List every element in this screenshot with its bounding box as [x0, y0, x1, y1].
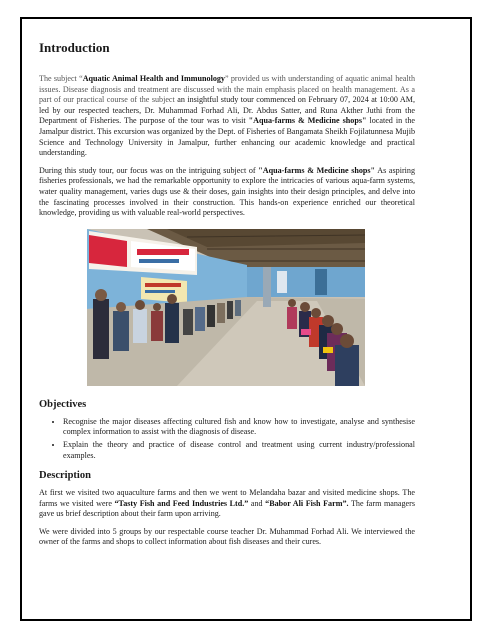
objective-item: • Recognise the major diseases affecting cultured fish and know how to investigate, analyse and synthesise complex information to assist with the diagnosis of disease.: [63, 417, 415, 438]
objective-item: • Explain the theory and practice of disease control and treatment using current industry/professional examples.: [63, 440, 415, 461]
focus-topic: "Aqua-farms & Medicine shops": [258, 165, 376, 175]
subject-name: Aquatic Animal Health and Immunology: [82, 74, 225, 83]
page-content: [39, 40, 415, 555]
introduction-paragraph-1: The subject “Aquatic Animal Health and Immunology” provided us with understanding of aquatic animal health issues. Disease diagnosis and treatment are discussed with the main emphasis placed on health management. As a part of our practical course of the subject an insightful study tour commenced on February 07, 2024 at 10:00 AM, led by our respected teachers, Dr. Muhammad Forhad Ali, Dr. Abdus Satter, and Runa Akther Juthi from the Department of Fisheries. The purpose of the tour was to visit "Aqua-farms & Medicine shops" located in the Jamalpur district. This excursion was organized by the Dept. of Fisheries of Bangamata Sheikh Fojilatunnesa Mujib Science and Technology University in Jamalpur, further enhancing our academic knowledge and practical understanding.: [39, 74, 415, 158]
introduction-paragraph-2: During this study tour, our focus was on the intriguing subject of "Aqua-farms & Medicine shops" As aspiring fisheries professionals, we had the remarkable opportunity to explore the intricacies of various aqua-farm systems, water quality management, varies dugs use & their doses, gain insights into their design principles, and delve into the fascinating processes involved in their construction. This hands-on experience enriched our theoretical knowledge, providing us with valuable real-world perspectives.: [39, 165, 415, 218]
tour-topic: "Aqua-farms & Medicine shops": [248, 116, 367, 126]
objectives-list: [39, 417, 415, 461]
study-tour-photo: [87, 229, 365, 386]
farm-name-2: “Babor Ali Fish Farm”.: [265, 498, 349, 508]
objectives-heading: Objectives: [39, 398, 87, 410]
description-paragraph-1: At first we visited two aquaculture farms and then we went to Melandaha bazar and visited medicine shops. The farms we visited were “Tasty Fish and Feed Industries Ltd.” and “Babor Ali Fish Farm”. The farm managers gave us brief description about their farm upon arriving.: [39, 488, 415, 519]
farm-name-1: “Tasty Fish and Feed Industries Ltd.”: [114, 498, 249, 508]
introduction-heading: Introduction: [39, 40, 110, 55]
description-heading: Description: [39, 470, 91, 482]
description-paragraph-2: We were divided into 5 groups by our respectable course teacher Dr. Muhammad Forhad Ali. We interviewed the owner of the farms and shops to collect information about fish diseases and their cures.: [39, 526, 415, 547]
